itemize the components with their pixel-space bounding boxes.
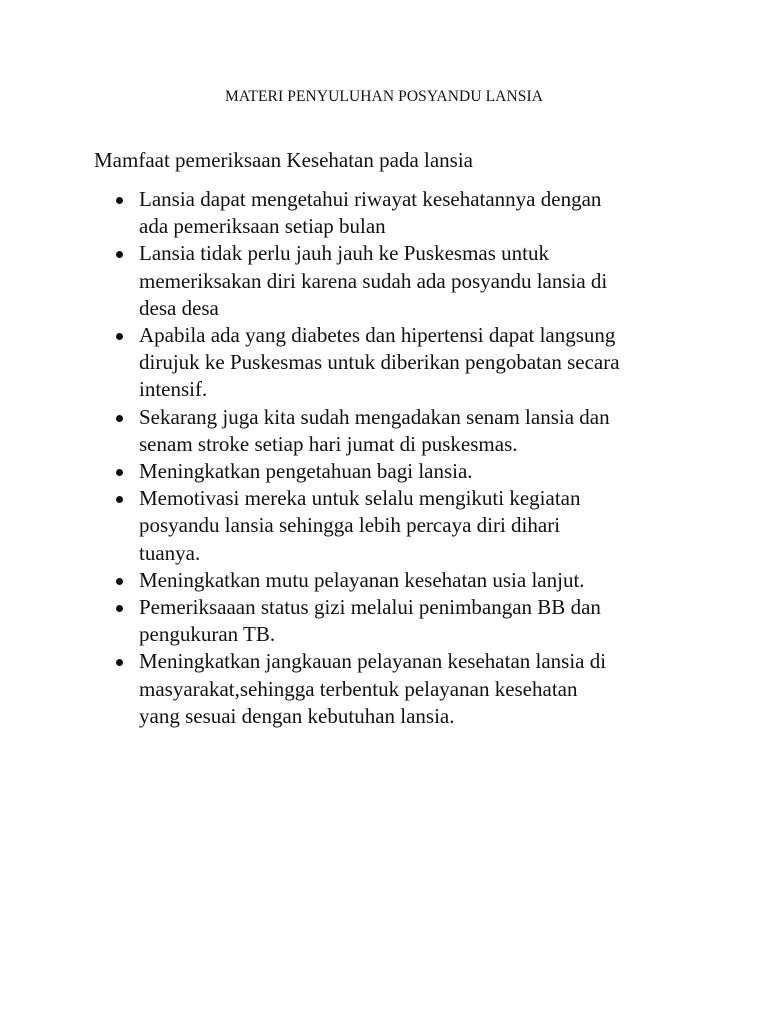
list-item-line: yang sesuai dengan kebutuhan lansia. <box>139 703 455 728</box>
list-item-line: desa desa <box>139 295 219 320</box>
list-item-line: Meningkatkan mutu pelayanan kesehatan usia lanjut. <box>139 567 585 592</box>
list-item <box>139 458 699 485</box>
benefit-list <box>139 186 699 730</box>
bullet-icon <box>116 578 123 585</box>
bullet-icon <box>116 333 123 340</box>
list-item-line: masyarakat,sehingga terbentuk pelayanan kesehatan <box>139 676 578 701</box>
list-item <box>139 322 699 404</box>
document-title: MATERI PENYULUHAN POSYANDU LANSIA <box>224 88 544 105</box>
list-item-line: Sekarang juga kita sudah mengadakan senam lansia dan <box>139 404 610 429</box>
list-item <box>139 240 699 322</box>
list-item-line: intensif. <box>139 377 208 402</box>
list-item <box>139 648 699 730</box>
list-item-line: senam stroke setiap hari jumat di puskesmas. <box>139 431 518 456</box>
list-item-line: Meningkatkan pengetahuan bagi lansia. <box>139 459 473 484</box>
list-item <box>139 485 699 567</box>
list-item-line: ada pemeriksaan setiap bulan <box>139 214 386 239</box>
list-item <box>139 404 699 458</box>
list-item <box>139 567 699 594</box>
bullet-icon <box>116 415 123 422</box>
list-item-line: Memotivasi mereka untuk selalu mengikuti kegiatan <box>139 486 581 511</box>
list-item-line: pengukuran TB. <box>139 622 276 647</box>
list-item-line: Apabila ada yang diabetes dan hipertensi dapat langsung <box>139 323 616 348</box>
list-item-line: Meningkatkan jangkauan pelayanan kesehatan lansia di <box>139 649 607 674</box>
bullet-icon <box>116 197 123 204</box>
list-item-line: tuanya. <box>139 540 201 565</box>
list-item-line: dirujuk ke Puskesmas untuk diberikan pengobatan secara <box>139 350 620 375</box>
list-item <box>139 594 699 648</box>
bullet-icon <box>116 496 123 503</box>
list-item-line: Lansia dapat mengetahui riwayat kesehatannya dengan <box>139 187 602 211</box>
bullet-icon <box>116 251 123 258</box>
bullet-icon <box>116 605 123 612</box>
bullet-icon <box>116 659 123 666</box>
bullet-icon <box>116 469 123 476</box>
list-item-line: posyandu lansia sehingga lebih percaya diri dihari <box>139 513 561 538</box>
list-item-line: Lansia tidak perlu jauh jauh ke Puskesmas untuk <box>139 241 550 266</box>
list-item <box>139 186 699 240</box>
section-heading: Mamfaat pemeriksaan Kesehatan pada lansia <box>94 148 473 172</box>
list-item-line: Pemeriksaaan status gizi melalui penimbangan BB dan <box>139 595 601 620</box>
list-item-line: memeriksakan diri karena sudah ada posyandu lansia di <box>139 268 608 293</box>
